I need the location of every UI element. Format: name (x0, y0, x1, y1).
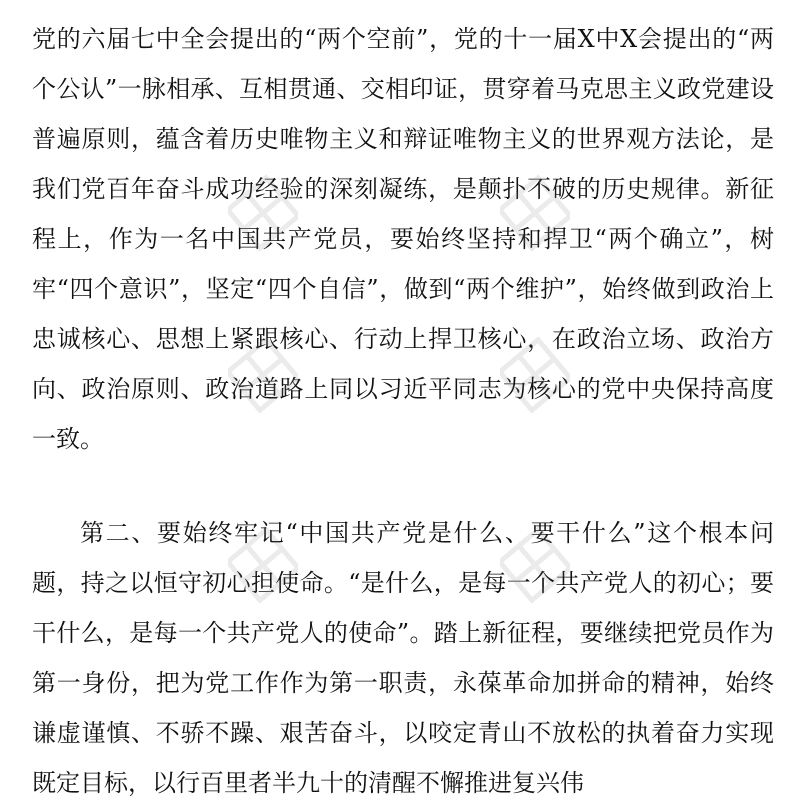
paragraph-1: 党的六届七中全会提出的“两个空前”，党的十一届Ⅹ中Ⅹ会提出的“两个公认”一脉相承、互相贯通、交相印证，贯穿着马克思主义政党建设普遍原则，蕴含着历史唯物主义和辩证唯物主义的世界观方法论，是我们党百年奋斗成功经验的深刻凝练，是颠扑不破的历史规律。新征程上，作为一名中国共产党员，要始终坚持和捍卫“两个确立”，树牢“四个意识”，坚定“四个自信”，做到“两个维护”，始终做到政治上忠诚核心、思想上紧跟核心、行动上捍卫核心，在政治立场、政治方向、政治原则、政治道路上同以习近平同志为核心的党中央保持高度一致。 (32, 25, 774, 453)
paragraph-2: 第二、要始终牢记“中国共产党是什么、要干什么”这个根本问题，持之以恒守初心担使命。“是什么，是每一个共产党人的初心；要干什么，是每一个共产党人的使命”。踏上新征程，要继续把党员作为第一身份，把为党工作作为第一职责，永葆革命加拼命的精神，始终谦虚谨慎、不骄不躁、艰苦奋斗，以咬定青山不放松的执着奋力实现既定目标，以行百里者半九十的清醒不懈推进复兴伟 (32, 519, 774, 797)
